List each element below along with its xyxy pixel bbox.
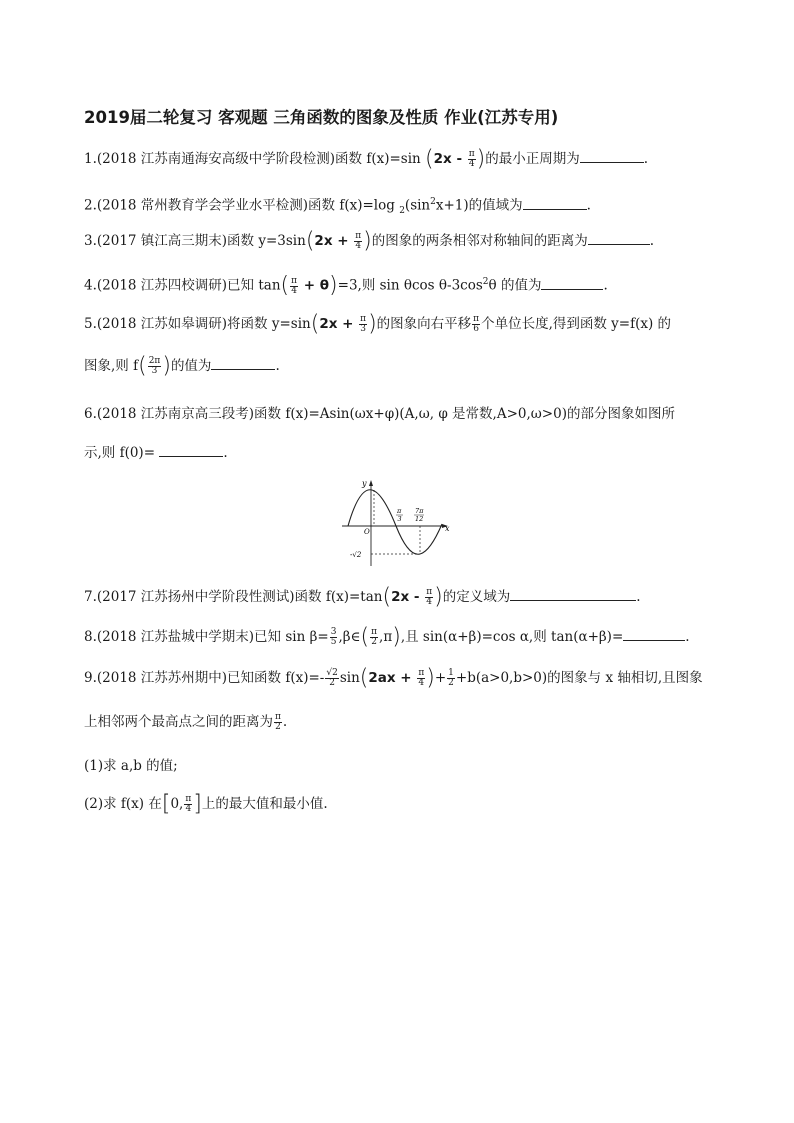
answer-blank[interactable] [159,442,223,457]
fraction: $\frac{\pi}{4}$ [468,149,475,169]
question-9-part-1: (1)求 a,b 的值; [84,758,178,774]
min-value-label: -√2 [350,551,362,559]
fraction: $\frac{\pi}{4}$ [418,668,425,688]
question-1: 1.(2018 江苏南通海安高级中学阶段检测)函数 f(x)=sin (2x - $\frac{\pi}{4}$ )的最小正周期为 . [84,146,649,172]
question-9-part-2: (2)求 f(x) 在[0, $\frac{\pi}{4}$ ]上的最大值和最小值. [84,791,328,817]
fraction: $\frac{\pi}{2}$ [371,627,378,647]
sine-graph [338,478,458,568]
origin-label: O [364,528,370,536]
tick-pi-3-den: 3 [397,515,402,523]
question-7: 7.(2017 江苏扬州中学阶段性测试)函数 f(x)=tan(2x - $\frac{\pi}{4}$ )的定义域为 . [84,584,641,610]
answer-blank[interactable] [588,230,650,245]
answer-blank[interactable] [523,195,587,210]
y-axis-label: y [362,479,367,488]
question-5-line-2: 图象,则 f( $\frac{2\pi}{3}$ )的值为 . [84,353,280,379]
fraction: $\frac{\pi}{4}$ [355,231,362,251]
question-3: 3.(2017 镇江高三期末)函数 y=3sin(2x + $\frac{\pi}{4}$ )的图象的两条相邻对称轴间的距离为 . [84,228,655,254]
tick-7pi-12-den: 12 [415,515,424,523]
answer-blank[interactable] [623,626,685,641]
fraction: $\frac{\pi}{4}$ [426,587,433,607]
question-2: 2.(2018 常州教育学会学业水平检测)函数 f(x)=log $_2(\sin^2x+1)$的值域为 . [84,192,591,221]
fraction: $\frac{\pi}{4}$ [185,794,192,814]
fraction: $\frac{\pi}{2}$ [275,712,281,732]
fraction: $\frac{\pi}{3}$ [360,314,367,334]
x-axis-label: x [445,524,450,533]
question-4: 4.(2018 江苏四校调研)已知 tan( $\frac{\pi}{4}$ + θ)=3,则 sin θcos $\theta-3\cos^2\theta$ 的值为 . [84,273,608,298]
fraction: $\frac{\pi}{6}$ [473,314,480,334]
curve [348,490,442,554]
y-axis-arrow [369,480,373,486]
question-5: 5.(2018 江苏如皋调研)将函数 y=sin(2x + $\frac{\pi}{3}$ )的图象向右平移 $\frac{\pi}{6}$ 个单位长度,得到函数 y=f(x) 的 [84,311,672,337]
answer-blank[interactable] [541,275,603,290]
question-6: 6.(2018 江苏南京高三段考)函数 f(x)=Asin(ωx+φ)(A,ω, φ 是常数,A>0,ω>0)的部分图象如图所 [84,406,675,422]
answer-blank[interactable] [211,355,275,370]
question-9-line-2: 上相邻两个最高点之间的距离为 $\frac{\pi}{2}$ . [84,712,288,732]
fraction: $\frac{2\pi}{3}$ [148,356,161,376]
answer-blank[interactable] [510,586,636,601]
tick-pi-3-num: π [397,507,402,515]
fraction: $\frac{3}{5}$ [330,627,337,647]
tick-7pi-12-num: 7π [415,507,424,515]
question-9: 9.(2018 江苏苏州期中)已知函数 f(x)=- $\frac{√2}{2}$ sin(2ax + $\frac{\pi}{4}$ )+ $\frac{1}{2}$ +b(a>0,b>0)的图象与 x 轴相切,且图象 [84,665,703,691]
question-8: 8.(2018 江苏盐城中学期末)已知 sin β= $\frac{3}{5}$ ,β∈( $\frac{\pi}{2}$ ,π),且 sin(α+β)=cos α,则 tan(α+β)= . [84,624,690,650]
question-6-line-2: 示,则 f(0)= . [84,442,228,463]
fraction: $\frac{1}{2}$ [448,668,454,688]
answer-blank[interactable] [580,148,644,163]
page-title: 2019届二轮复习 客观题 三角函数的图象及性质 作业(江苏专用) [84,108,559,127]
fraction: $\frac{\pi}{4}$ [291,275,298,296]
fraction: $\frac{√2}{2}$ [326,668,338,688]
